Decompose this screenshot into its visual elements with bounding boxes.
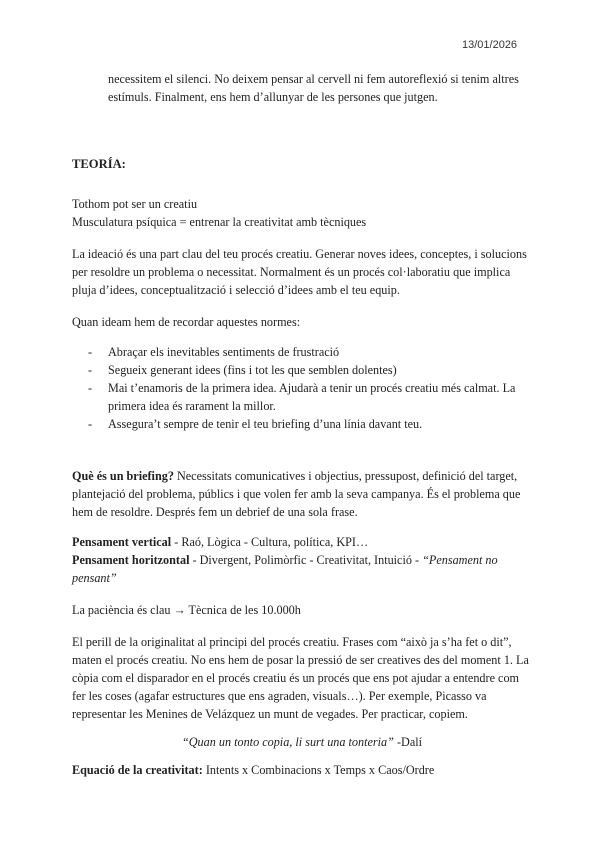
ideation-paragraph: La ideació és una part clau del teu procés creatiu. Generar noves idees, conceptes, i solucions per resoldre un problema o necessitat. Normalment és un procés col·laboratiu que implica pluja d’idees, conceptualització i selecció d’idees amb el teu equip. bbox=[72, 247, 527, 297]
equation-label: Equació de la creativitat: bbox=[72, 763, 203, 777]
rules-list bbox=[72, 343, 532, 433]
document-body bbox=[72, 70, 532, 779]
theory-heading: TEORÍA: bbox=[72, 157, 126, 171]
creativity-equation bbox=[72, 761, 532, 779]
list-item: - Assegura’t sempre de tenir el teu briefing d’una línia davant teu. bbox=[72, 415, 532, 433]
vertical-thinking bbox=[72, 533, 532, 551]
quote-author: -Dalí bbox=[393, 735, 423, 749]
dali-quote bbox=[72, 733, 532, 751]
patience-line: La paciència és clau → Tècnica de les 10.000h bbox=[72, 603, 301, 617]
list-item: - Segueix generant idees (fins i tot les que semblen dolentes) bbox=[72, 361, 532, 379]
horizontal-thinking bbox=[72, 551, 532, 587]
briefing-label: Què és un briefing? bbox=[72, 469, 174, 483]
briefing-paragraph bbox=[72, 467, 532, 521]
list-item: - Abraçar els inevitables sentiments de frustració bbox=[72, 343, 532, 361]
horizontal-text: - Divergent, Polimòrfic - Creativitat, Intuició - bbox=[189, 553, 423, 567]
horizontal-quote: “Pensament no pensant” bbox=[72, 553, 498, 585]
theory-line-2: Musculatura psíquica = entrenar la creativitat amb tècniques bbox=[72, 215, 367, 229]
vertical-label: Pensament vertical bbox=[72, 535, 172, 549]
vertical-text: - Raó, Lògica - Cultura, política, KPI… bbox=[171, 535, 369, 549]
originality-paragraph: El perill de la originalitat al principi del procés creatiu. Frases com “això ja s’ha fet o dit”, maten el procés creatiu. No ens hem de posar la pressió de ser creatives des del moment 1. La còpia com el disparador en el procés creatiu és un procés que ens pot ajudar a entendre com fer les coses (agafar estructures que ens agraden, visuals…). Per exemple, Picasso va representar les Menines de Velázquez un munt de vegades. Per practicar, copiem. bbox=[72, 635, 529, 721]
intro-paragraph: necessitem el silenci. No deixem pensar al cervell ni fem autoreflexió si tenim altres estímuls. Finalment, ens hem d’allunyar de les persones que jutgen. bbox=[108, 72, 519, 104]
equation-text: Intents x Combinacions x Temps x Caos/Ordre bbox=[202, 763, 435, 777]
list-item: - Mai t’enamoris de la primera idea. Ajudarà a tenir un procés creatiu més calmat. La primera idea és rarament la millor. bbox=[72, 379, 532, 415]
briefing-text: Necessitats comunicatives i objectius, pressupost, definició del target, plantejació del problema, públics i que volen fer amb la seva campanya. És el problema que hem de resoldre. Després fem un debrief de una sola frase. bbox=[72, 469, 521, 519]
quote-text: “Quan un tonto copia, li surt una tonteria” bbox=[181, 735, 394, 749]
horizontal-label: Pensament horitzontal bbox=[72, 553, 190, 567]
page-date: 13/01/2026 bbox=[462, 39, 518, 51]
theory-line-1: Tothom pot ser un creatiu bbox=[72, 197, 198, 211]
rules-intro: Quan ideam hem de recordar aquestes normes: bbox=[72, 315, 301, 329]
